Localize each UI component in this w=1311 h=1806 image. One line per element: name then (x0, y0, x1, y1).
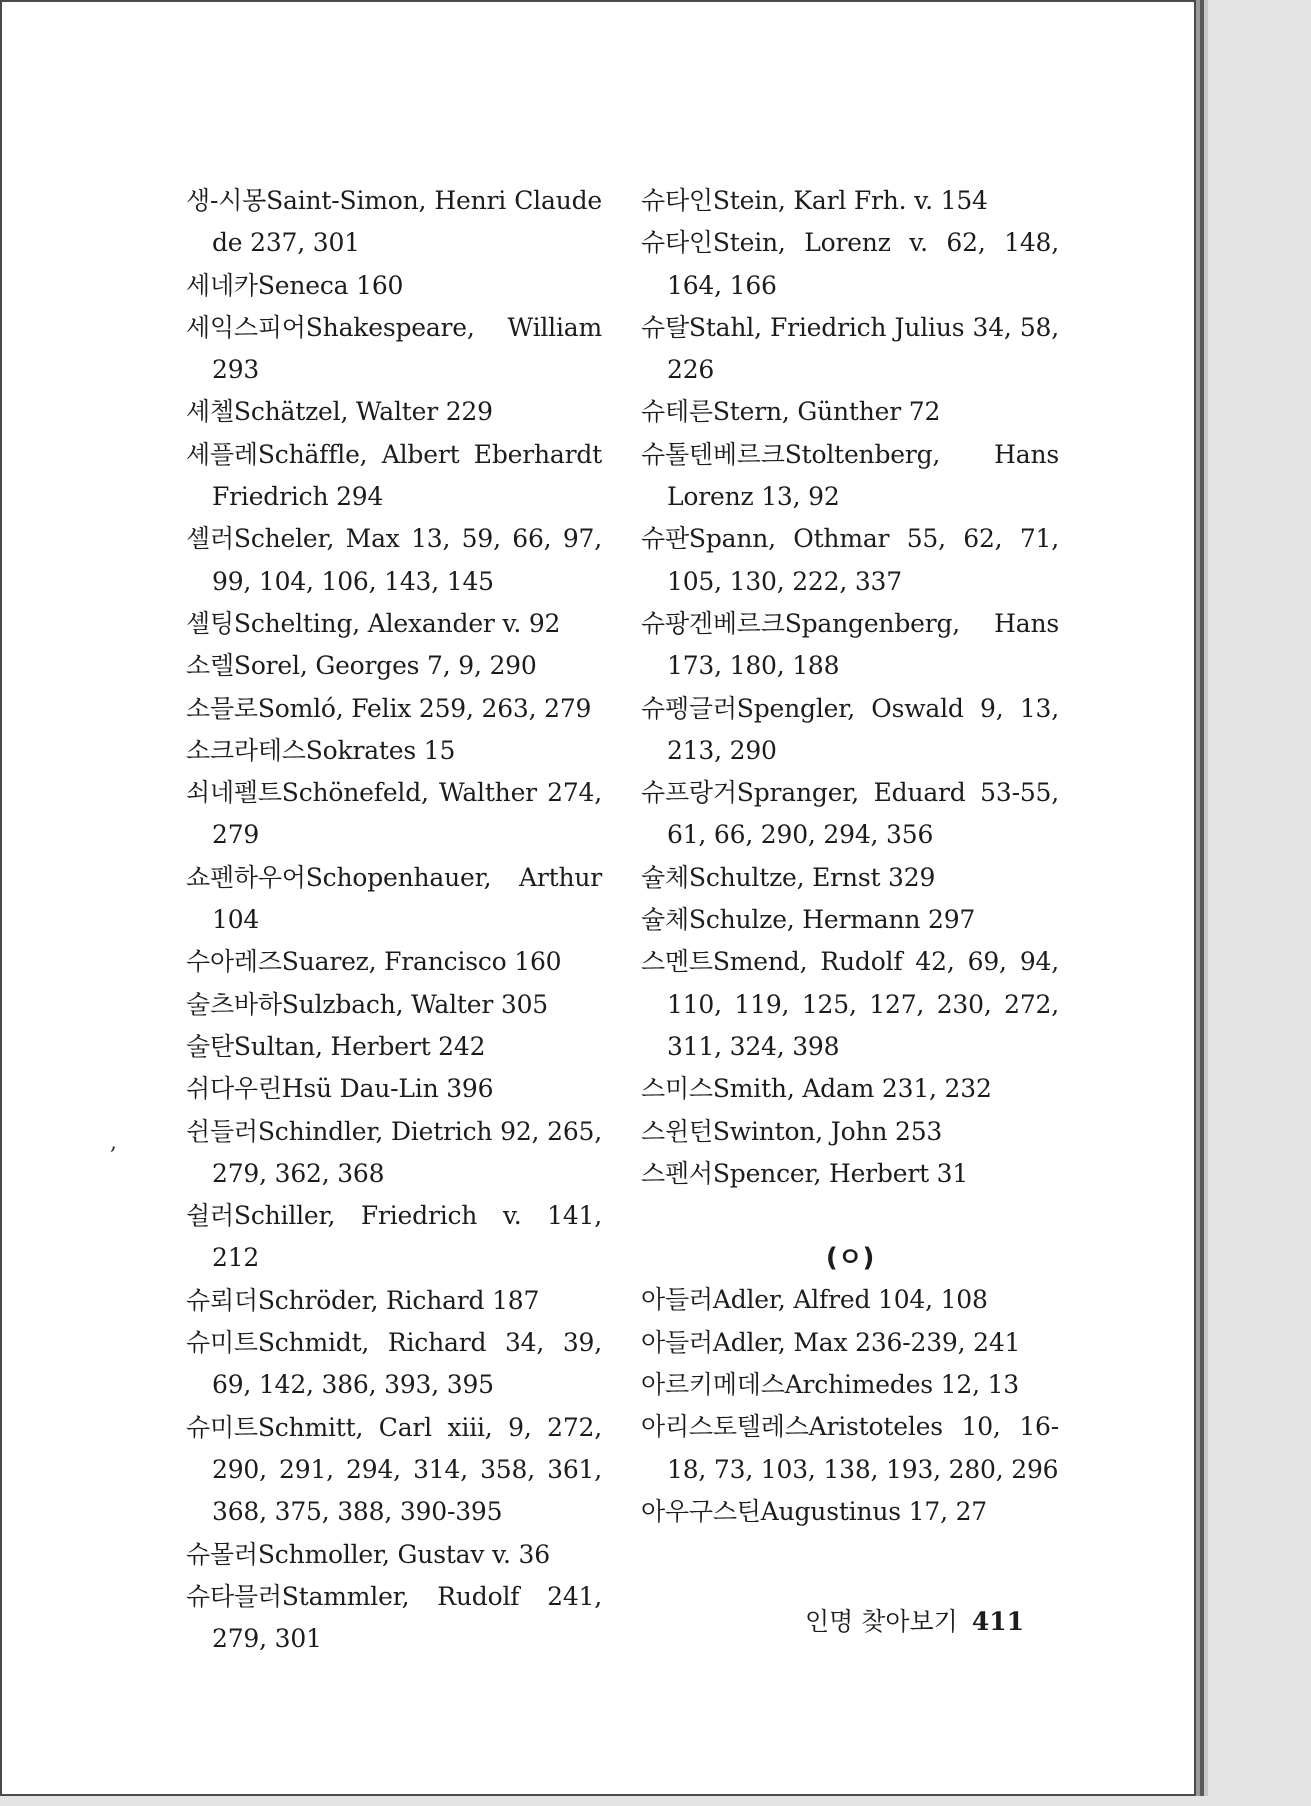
index-entry: 아들러Adler, Alfred 104, 108 (641, 1285, 988, 1315)
index-entry: 쇼펜하우어Schopenhauer, Arthur 104 (186, 862, 602, 935)
index-column-left (186, 180, 602, 1660)
index-entry: 슈몰러Schmoller, Gustav v. 36 (186, 1539, 550, 1569)
index-entry: 소크라테스Sokrates 15 (186, 735, 456, 765)
index-entry: 슈팡겐베르크Spangenberg, Hans 173, 180, 188 (641, 608, 1059, 681)
index-entry: 쉰들러Schindler, Dietrich 92, 265, 279, 362, 368 (186, 1116, 602, 1188)
index-entry: 스멘트Smend, Rudolf 42, 69, 94, 110, 119, 125, 127, 230, 272, 311, 324, 398 (641, 947, 1059, 1061)
index-entry: 슈타인Stein, Lorenz v. 62, 148, 164, 166 (641, 228, 1059, 300)
index-entry: 셰플레Schäffle, Albert Eberhardt Friedrich 294 (186, 439, 602, 512)
index-entry: 슐체Schultze, Ernst 329 (641, 862, 936, 892)
index-entry: 세익스피어Shakespeare, William 293 (186, 312, 602, 385)
index-entry: 슈미트Schmitt, Carl xiii, 9, 272, 290, 291, 294, 314, 358, 361, 368, 375, 388, 390-395 (186, 1412, 602, 1527)
index-entry: 쇠네펠트Schönefeld, Walther 274, 279 (186, 778, 602, 850)
index-entry: 수아레즈Suarez, Francisco 160 (186, 947, 562, 977)
index-entry: 슈타믈러Stammler, Rudolf 241, 279, 301 (186, 1581, 602, 1654)
index-entry: 슈프랑거Spranger, Eduard 53-55, 61, 66, 290, 294, 356 (641, 778, 1059, 850)
index-entry: 아우구스틴Augustinus 17, 27 (641, 1496, 987, 1526)
index-entry: 술츠바하Sulzbach, Walter 305 (186, 989, 548, 1019)
index-entry: 아들러Adler, Max 236-239, 241 (641, 1327, 1021, 1357)
index-entry: 슈탈Stahl, Friedrich Julius 34, 58, 226 (641, 312, 1059, 385)
index-entry: 슐체Schulze, Hermann 297 (641, 905, 976, 935)
page-number: 411 (971, 1607, 1024, 1636)
index-entry: 셰첼Schätzel, Walter 229 (186, 397, 493, 427)
index-entry: 소믈로Somló, Felix 259, 263, 279 (186, 693, 592, 723)
index-entry: 아리스토텔레스Aristoteles 10, 16-18, 73, 103, 138, 193, 280, 296 (641, 1412, 1059, 1484)
index-entry: 술탄Sultan, Herbert 242 (186, 1031, 486, 1061)
index-column-right (641, 180, 1059, 1533)
index-entry: 슈미트Schmidt, Richard 34, 39, 69, 142, 386, 393, 395 (186, 1328, 602, 1400)
index-entry: 쉬다우린Hsü Dau-Lin 396 (186, 1074, 494, 1104)
index-entry: 아르키메데스Archimedes 12, 13 (641, 1370, 1019, 1400)
index-entry: 소렐Sorel, Georges 7, 9, 290 (186, 651, 537, 681)
index-entry: 세네카Seneca 160 (186, 270, 404, 300)
index-entry: 셸러Scheler, Max 13, 59, 66, 97, 99, 104, 106, 143, 145 (186, 524, 602, 596)
section-heading: (ㅇ) (825, 1243, 875, 1274)
page-footer (805, 1602, 1024, 1638)
index-entry: 생-시몽Saint-Simon, Henri Claude de 237, 301 (186, 186, 602, 258)
index-entry: 쉴러Schiller, Friedrich v. 141, 212 (186, 1201, 602, 1273)
index-entry: 스미스Smith, Adam 231, 232 (641, 1074, 992, 1104)
index-entry: 슈펭글러Spengler, Oswald 9, 13, 213, 290 (641, 693, 1059, 765)
index-entry: 셸팅Schelting, Alexander v. 92 (186, 608, 561, 638)
index-entry: 슈뢰더Schröder, Richard 187 (186, 1285, 540, 1315)
index-entry: 슈판Spann, Othmar 55, 62, 71, 105, 130, 222, 337 (641, 524, 1059, 596)
index-entry: 슈톨텐베르크Stoltenberg, Hans Lorenz 13, 92 (641, 439, 1059, 512)
index-entry: 스펜서Spencer, Herbert 31 (641, 1158, 969, 1188)
index-entry: 스윈턴Swinton, John 253 (641, 1116, 943, 1146)
index-entry: 슈테른Stern, Günther 72 (641, 397, 941, 427)
index-entry: 슈타인Stein, Karl Frh. v. 154 (641, 186, 988, 215)
stray-mark: , (110, 1130, 117, 1155)
footer-title: 인명 찾아보기 (804, 1607, 958, 1636)
